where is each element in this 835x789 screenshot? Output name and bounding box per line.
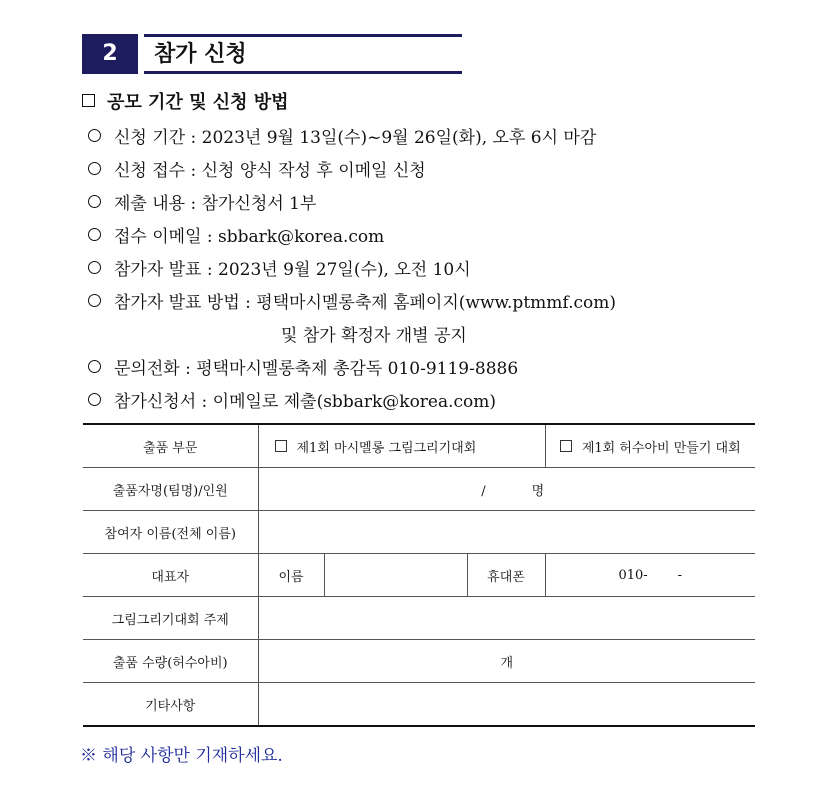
- circle-bullet-icon: [88, 162, 101, 175]
- list-item-text: 문의전화 : 평택마시멜롱축제 총감독 010-9119-8886: [114, 359, 519, 379]
- section-header: [82, 34, 462, 74]
- circle-bullet-icon: [88, 393, 101, 406]
- quantity-unit: 개: [500, 655, 514, 671]
- category-option-drawing[interactable]: [258, 424, 545, 468]
- theme-input-cell[interactable]: [258, 597, 755, 640]
- subheading: [82, 91, 289, 115]
- section-title: 참가 신청: [154, 42, 247, 67]
- theme-label: 그림그리기대회 주제: [83, 597, 258, 640]
- list-item-text: 신청 기간 : 2023년 9월 13일(수)~9월 26일(화), 오후 6시 마감: [114, 128, 597, 148]
- list-item: [88, 155, 808, 188]
- team-input-cell[interactable]: [258, 468, 755, 511]
- footnote: ※ 해당 사항만 기재하세요.: [80, 746, 283, 766]
- etc-input-cell[interactable]: [258, 683, 755, 727]
- table-row: [83, 511, 755, 554]
- list-item: [88, 221, 808, 254]
- list-item: [88, 353, 808, 386]
- list-item: [88, 188, 808, 221]
- phone-dash: -: [677, 567, 683, 583]
- table-row: [83, 468, 755, 511]
- table-row: [83, 554, 755, 597]
- square-bullet-icon: [82, 94, 95, 107]
- circle-bullet-icon: [88, 261, 101, 274]
- list-item-continuation: 및 참가 확정자 개별 공지: [281, 326, 467, 346]
- option-label: 제1회 마시멜롱 그림그리기대회: [296, 440, 477, 456]
- list-item-text: 접수 이메일 : sbbark@korea.com: [114, 227, 385, 247]
- table-row: [83, 683, 755, 727]
- info-list: [88, 122, 808, 419]
- list-item: [88, 287, 808, 320]
- participants-input-cell[interactable]: [258, 511, 755, 554]
- etc-label: 기타사항: [145, 698, 196, 714]
- checkbox-icon[interactable]: [275, 440, 287, 452]
- circle-bullet-icon: [88, 195, 101, 208]
- rep-name-label: 이름: [258, 554, 324, 597]
- list-item-text: 참가신청서 : 이메일로 제출(sbbark@korea.com): [114, 392, 497, 412]
- application-form-table: [83, 423, 755, 727]
- quantity-label: 출품 수량(허수아비): [83, 640, 258, 683]
- representative-label: 대표자: [83, 554, 258, 597]
- participants-label: 참여자 이름(전체 이름): [83, 511, 258, 554]
- option-label: 제1회 허수아비 만들기 대회: [581, 440, 741, 456]
- subheading-text: 공모 기간 및 신청 방법: [107, 92, 289, 113]
- section-title-box: [144, 34, 462, 74]
- checkbox-icon[interactable]: [560, 440, 572, 452]
- team-slash: /: [481, 483, 486, 499]
- phone-prefix: 010-: [618, 567, 648, 583]
- list-item: [88, 254, 808, 287]
- rep-phone-label: 휴대폰: [467, 554, 545, 597]
- category-label: 출품 부문: [83, 424, 258, 468]
- list-item-text: 제출 내용 : 참가신청서 1부: [114, 194, 317, 214]
- team-label: 출품자명(팀명)/인원: [83, 468, 258, 511]
- table-row: [83, 597, 755, 640]
- quantity-input-cell[interactable]: [258, 640, 755, 683]
- list-item: [88, 386, 808, 419]
- list-item-text: 참가자 발표 : 2023년 9월 27일(수), 오전 10시: [114, 260, 471, 280]
- rep-name-input-cell[interactable]: [324, 554, 467, 597]
- circle-bullet-icon: [88, 360, 101, 373]
- circle-bullet-icon: [88, 129, 101, 142]
- circle-bullet-icon: [88, 294, 101, 307]
- category-option-scarecrow[interactable]: [545, 424, 755, 468]
- section-number: 2: [82, 34, 138, 74]
- list-item-text: 신청 접수 : 신청 양식 작성 후 이메일 신청: [114, 161, 426, 181]
- rep-phone-input-cell[interactable]: [545, 554, 755, 597]
- circle-bullet-icon: [88, 228, 101, 241]
- list-item-text: 참가자 발표 방법 : 평택마시멜롱축제 홈페이지(www.ptmmf.com): [114, 293, 616, 313]
- team-unit: 명: [531, 483, 545, 499]
- list-item: [88, 122, 808, 155]
- table-row: [83, 424, 755, 468]
- table-row: [83, 640, 755, 683]
